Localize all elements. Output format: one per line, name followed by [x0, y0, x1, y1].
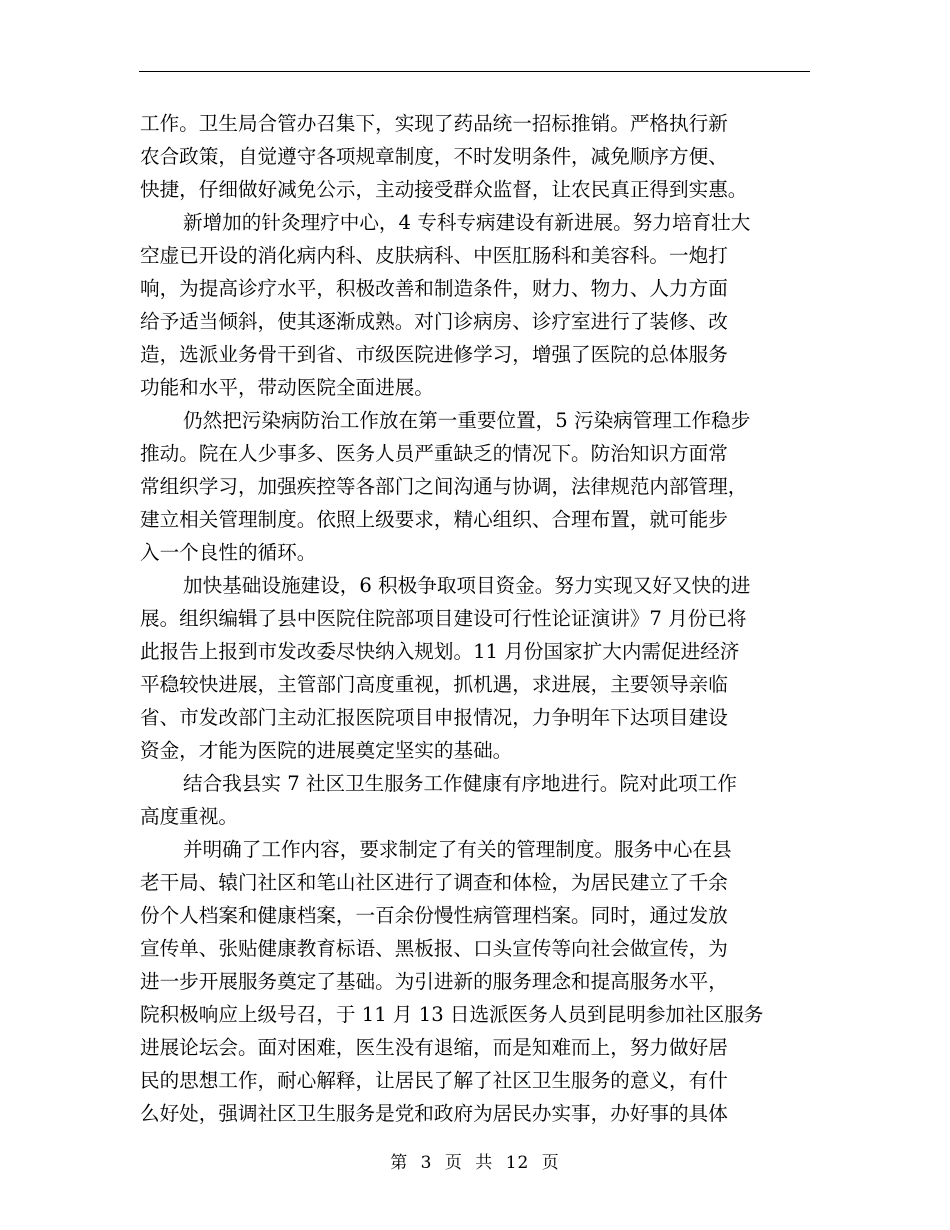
text-line: 仍然把污染病防治工作放在第一重要位置，5 污染病管理工作稳步	[183, 409, 751, 432]
text-line: 快捷，仔细做好减免公示，主动接受群众监督，让农民真正得到实惠。	[140, 178, 748, 201]
paragraph	[140, 404, 812, 569]
paragraph	[140, 767, 812, 833]
text-line: 常组织学习，加强疾控等各部门之间沟通与协调，法律规范内部管理，	[140, 475, 748, 498]
text-line: 建立相关管理制度。依照上级要求，精心组织、合理布置，就可能步	[140, 508, 728, 531]
text-line: 民的思想工作，耐心解释，让居民了解了社区卫生服务的意义，有什	[140, 1069, 728, 1092]
text-line: 农合政策，自觉遵守各项规章制度，不时发明条件，减免顺序方便、	[140, 145, 728, 168]
text-line: 平稳较快进展，主管部门高度重视，抓机遇，求进展，主要领导亲临	[140, 673, 728, 696]
text-line: 入一个良性的循环。	[140, 541, 317, 564]
text-line: 加快基础设施建设，6 积极争取项目资金。努力实现又好又快的进	[183, 574, 751, 597]
text-line: 造，选派业务骨干到省、市级医院进修学习，增强了医院的总体服务	[140, 343, 728, 366]
text-line: 空虚已开设的消化病内科、皮肤病科、中医肛肠科和美容科。一炮打	[140, 244, 728, 267]
text-line: 老干局、辕门社区和笔山社区进行了调查和体检，为居民建立了千余	[140, 871, 728, 894]
text-line: 高度重视。	[140, 805, 238, 828]
text-line: 展。组织编辑了县中医院住院部项目建设可行性论证演讲》7 月份已将	[140, 607, 747, 630]
paragraph	[140, 833, 812, 1130]
body-text	[140, 107, 812, 1130]
text-line: 进展论坛会。面对困难，医生没有退缩，而是知难而上，努力做好居	[140, 1036, 728, 1059]
text-line: 给予适当倾斜，使其逐渐成熟。对门诊病房、诊疗室进行了装修、改	[140, 310, 728, 333]
text-line: 院积极响应上级号召，于 11 月 13 日选派医务人员到昆明参加社区服务	[140, 1003, 764, 1026]
text-line: 宣传单、张贴健康教育标语、黑板报、口头宣传等向社会做宣传，为	[140, 937, 728, 960]
paragraph	[140, 206, 812, 404]
text-line: 结合我县实 7 社区卫生服务工作健康有序地进行。院对此项工作	[183, 772, 737, 795]
text-line: 份个人档案和健康档案，一百余份慢性病管理档案。同时，通过发放	[140, 904, 728, 927]
text-line: 工作。卫生局合管办召集下，实现了药品统一招标推销。严格执行新	[140, 112, 728, 135]
paragraph	[140, 569, 812, 767]
text-line: 此报告上报到市发改委尽快纳入规划。11 月份国家扩大内需促进经济	[140, 640, 740, 663]
text-line: 新增加的针灸理疗中心，4 专科专病建设有新进展。努力培育壮大	[183, 211, 751, 234]
header-rule	[139, 71, 810, 72]
text-line: 资金，才能为医院的进展奠定坚实的基础。	[140, 739, 513, 762]
text-line: 功能和水平，带动医院全面进展。	[140, 376, 434, 399]
text-line: 并明确了工作内容，要求制定了有关的管理制度。服务中心在县	[183, 838, 732, 861]
text-line: 响，为提高诊疗水平，积极改善和制造条件，财力、物力、人力方面	[140, 277, 728, 300]
text-line: 么好处，强调社区卫生服务是党和政府为居民办实事，办好事的具体	[140, 1102, 728, 1125]
paragraph	[140, 107, 812, 206]
text-line: 进一步开展服务奠定了基础。为引进新的服务理念和提高服务水平，	[140, 970, 728, 993]
text-line: 推动。院在人少事多、医务人员严重缺乏的情况下。防治知识方面常	[140, 442, 728, 465]
page-number-footer: 第 3 页 共 12 页	[390, 1153, 560, 1173]
text-line: 省、市发改部门主动汇报医院项目申报情况，力争明年下达项目建设	[140, 706, 728, 729]
